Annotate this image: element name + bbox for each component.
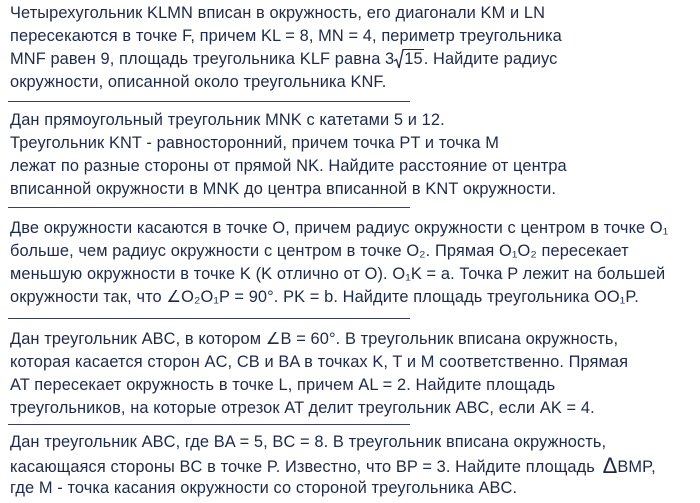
problem-4 — [10, 328, 694, 420]
problem-line: треугольников, на которые отрезок AT делит треугольник ABC, если AK = 4. — [10, 399, 595, 417]
problem-line: вписанной окружности в MNK до центра вписанной в KNT окружности. — [10, 180, 557, 198]
problem-line: меньшую окружности в точке K (K отлично от O). O₁K = a. Точка P лежит на большей — [10, 265, 666, 283]
problem-1 — [10, 2, 694, 94]
problem-line: где M - точка касания окружности со стороной треугольника ABC. — [10, 479, 518, 497]
problem-line: Дан треугольник ABC, где BA = 5, BC = 8. В треугольник вписана окружность, — [10, 433, 607, 451]
line-text: BMP, — [617, 458, 656, 476]
problem-3 — [10, 217, 694, 309]
problem-line: Треугольник KNT - равносторонний, причем точка PT и точка M — [10, 134, 500, 152]
problem-2 — [10, 109, 694, 201]
problem-line: Дан треугольник ABC, в котором ∠B = 60°. В треугольник вписана окружность, — [10, 330, 619, 348]
line-text: касающаяся стороны BC в точке P. Известно, что BP = 3. Найдите площадь — [10, 458, 600, 476]
problem-line — [10, 48, 694, 71]
divider — [8, 424, 410, 425]
divider — [8, 207, 410, 208]
line-text: MNF равен 9, площадь треугольника KLF равна 3 — [10, 50, 395, 68]
problem-line: лежат по разные стороны от прямой NK. Найдите расстояние от центра — [10, 157, 567, 175]
divider — [8, 101, 410, 102]
radical-sign-icon — [394, 49, 404, 69]
radicand: 15 — [404, 50, 423, 68]
problem-line: окружности так, что ∠O₂O₁P = 90°. PK = b. Найдите площадь треугольника OO₁P. — [10, 288, 639, 306]
triangle-icon: Δ — [602, 453, 618, 478]
problem-line: больше, чем радиус окружности с центром в точке O₂. Прямая O₁O₂ пересекает — [10, 242, 629, 260]
problem-line: Четырехугольник KLMN вписан в окружность, его диагонали KM и LN — [10, 4, 546, 22]
problem-5 — [10, 431, 694, 500]
problem-line: пересекаются в точке F, причем KL = 8, MN = 4, периметр треугольника — [10, 27, 562, 45]
divider — [8, 318, 410, 319]
problem-line: окружности, описанной около треугольника KNF. — [10, 73, 387, 91]
problem-line: которая касается сторон AC, CB и BA в точках K, T и M соответственно. Прямая — [10, 353, 629, 371]
problem-line: Дан прямоугольный треугольник MNK с катетами 5 и 12. — [10, 111, 445, 129]
square-root — [395, 48, 423, 71]
problem-line: AT пересекает окружность в точке L, причем AL = 2. Найдите площадь — [10, 376, 556, 394]
line-text: . Найдите радиус — [423, 50, 558, 68]
problem-line: Две окружности касаются в точке О, причем радиус окружности с центром в точке O₁ — [10, 219, 669, 237]
problem-line — [10, 454, 694, 477]
